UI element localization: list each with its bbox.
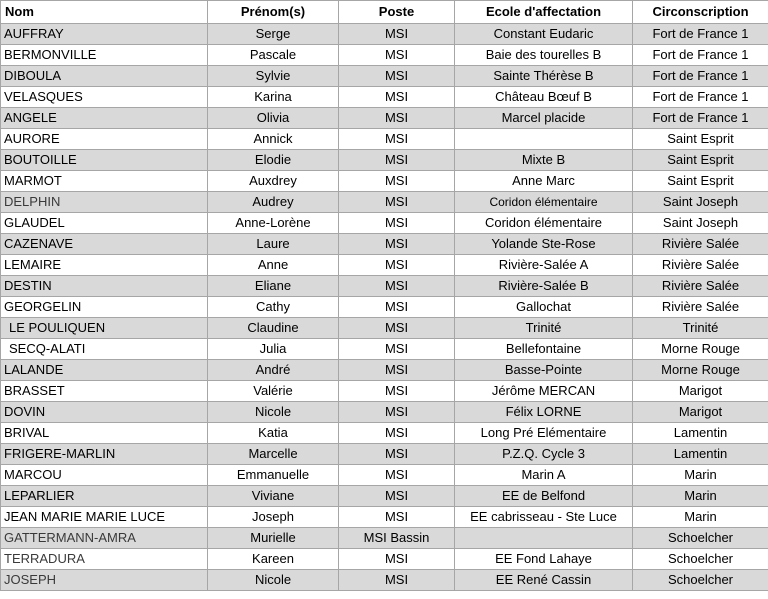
cell-ecole[interactable]: Jérôme MERCAN	[455, 381, 633, 402]
table-row	[1, 66, 768, 87]
cell-ecole[interactable]: Yolande Ste-Rose	[455, 234, 633, 255]
cell-ecole[interactable]	[455, 528, 633, 549]
table-row	[1, 234, 768, 255]
cell-circonscription[interactable]: Rivière Salée	[633, 297, 768, 318]
table-header	[1, 1, 768, 24]
cell-prenom[interactable]: André	[208, 360, 339, 381]
cell-nom[interactable]: LE POULIQUEN	[1, 318, 208, 339]
cell-prenom[interactable]: Joseph	[208, 507, 339, 528]
cell-ecole[interactable]: EE Fond Lahaye	[455, 549, 633, 570]
cell-poste[interactable]: MSI	[339, 171, 455, 192]
table-row	[1, 381, 768, 402]
cell-prenom[interactable]: Viviane	[208, 486, 339, 507]
cell-ecole[interactable]: Marcel placide	[455, 108, 633, 129]
table-row	[1, 213, 768, 234]
header-prenom[interactable]: Prénom(s)	[208, 1, 339, 24]
cell-prenom[interactable]: Marcelle	[208, 444, 339, 465]
cell-nom[interactable]: DESTIN	[1, 276, 208, 297]
cell-poste[interactable]: MSI	[339, 360, 455, 381]
cell-ecole[interactable]: Long Pré Elémentaire	[455, 423, 633, 444]
cell-circonscription[interactable]: Schoelcher	[633, 549, 768, 570]
cell-circonscription[interactable]: Trinité	[633, 318, 768, 339]
cell-prenom[interactable]: Eliane	[208, 276, 339, 297]
cell-poste[interactable]: MSI	[339, 486, 455, 507]
table-row	[1, 276, 768, 297]
cell-ecole[interactable]	[455, 129, 633, 150]
cell-nom[interactable]: AUFFRAY	[1, 24, 208, 45]
cell-prenom[interactable]: Karina	[208, 87, 339, 108]
cell-prenom[interactable]: Audrey	[208, 192, 339, 213]
cell-ecole[interactable]: Baie des tourelles B	[455, 45, 633, 66]
cell-poste[interactable]: MSI Bassin	[339, 528, 455, 549]
cell-ecole[interactable]: Sainte Thérèse B	[455, 66, 633, 87]
cell-ecole[interactable]: Bellefontaine	[455, 339, 633, 360]
cell-ecole[interactable]: P.Z.Q. Cycle 3	[455, 444, 633, 465]
cell-circonscription[interactable]: Marigot	[633, 402, 768, 423]
cell-poste[interactable]: MSI	[339, 213, 455, 234]
cell-circonscription[interactable]: Lamentin	[633, 444, 768, 465]
cell-prenom[interactable]: Julia	[208, 339, 339, 360]
cell-nom[interactable]: GLAUDEL	[1, 213, 208, 234]
header-poste[interactable]: Poste	[339, 1, 455, 24]
table-row	[1, 507, 768, 528]
cell-poste[interactable]: MSI	[339, 339, 455, 360]
table-row	[1, 87, 768, 108]
cell-nom[interactable]: ANGELE	[1, 108, 208, 129]
cell-poste[interactable]: MSI	[339, 444, 455, 465]
cell-circonscription[interactable]: Saint Esprit	[633, 171, 768, 192]
cell-poste[interactable]: MSI	[339, 381, 455, 402]
cell-nom[interactable]: GATTERMANN-AMRA	[1, 528, 208, 549]
cell-circonscription[interactable]: Rivière Salée	[633, 255, 768, 276]
cell-ecole[interactable]: Coridon élémentaire	[455, 192, 633, 213]
cell-nom[interactable]: JOSEPH	[1, 570, 208, 591]
cell-poste[interactable]: MSI	[339, 255, 455, 276]
cell-ecole[interactable]: EE René Cassin	[455, 570, 633, 591]
cell-prenom[interactable]: Elodie	[208, 150, 339, 171]
cell-ecole[interactable]: Trinité	[455, 318, 633, 339]
cell-prenom[interactable]: Pascale	[208, 45, 339, 66]
cell-prenom[interactable]: Anne-Lorène	[208, 213, 339, 234]
cell-poste[interactable]: MSI	[339, 276, 455, 297]
cell-poste[interactable]: MSI	[339, 423, 455, 444]
cell-ecole[interactable]: Gallochat	[455, 297, 633, 318]
table-row	[1, 255, 768, 276]
cell-circonscription[interactable]: Fort de France 1	[633, 87, 768, 108]
header-circonscription[interactable]: Circonscription	[633, 1, 768, 24]
header-row	[1, 1, 768, 24]
cell-poste[interactable]: MSI	[339, 234, 455, 255]
cell-nom[interactable]: SECQ-ALATI	[1, 339, 208, 360]
cell-circonscription[interactable]: Marigot	[633, 381, 768, 402]
cell-circonscription[interactable]: Fort de France 1	[633, 45, 768, 66]
cell-nom[interactable]: TERRADURA	[1, 549, 208, 570]
cell-prenom[interactable]: Olivia	[208, 108, 339, 129]
cell-circonscription[interactable]: Saint Esprit	[633, 150, 768, 171]
table-row	[1, 360, 768, 381]
cell-poste[interactable]: MSI	[339, 318, 455, 339]
cell-ecole[interactable]: EE de Belfond	[455, 486, 633, 507]
table-row	[1, 423, 768, 444]
cell-ecole[interactable]: Mixte B	[455, 150, 633, 171]
cell-prenom[interactable]: Cathy	[208, 297, 339, 318]
cell-poste[interactable]: MSI	[339, 24, 455, 45]
cell-prenom[interactable]: Claudine	[208, 318, 339, 339]
table-row	[1, 129, 768, 150]
table-row	[1, 339, 768, 360]
cell-nom[interactable]: MARCOU	[1, 465, 208, 486]
cell-ecole[interactable]: Marin A	[455, 465, 633, 486]
cell-nom[interactable]: BOUTOILLE	[1, 150, 208, 171]
cell-circonscription[interactable]: Morne Rouge	[633, 339, 768, 360]
cell-nom[interactable]: BRIVAL	[1, 423, 208, 444]
cell-circonscription[interactable]: Rivière Salée	[633, 276, 768, 297]
cell-circonscription[interactable]: Fort de France 1	[633, 66, 768, 87]
cell-circonscription[interactable]: Schoelcher	[633, 570, 768, 591]
cell-circonscription[interactable]: Fort de France 1	[633, 108, 768, 129]
cell-circonscription[interactable]: Marin	[633, 486, 768, 507]
table-row	[1, 528, 768, 549]
cell-poste[interactable]: MSI	[339, 297, 455, 318]
cell-nom[interactable]: LALANDE	[1, 360, 208, 381]
cell-circonscription[interactable]: Morne Rouge	[633, 360, 768, 381]
table-row	[1, 465, 768, 486]
cell-ecole[interactable]: Anne Marc	[455, 171, 633, 192]
table-body	[1, 24, 768, 591]
cell-ecole[interactable]: EE cabrisseau - Ste Luce	[455, 507, 633, 528]
cell-circonscription[interactable]: Marin	[633, 507, 768, 528]
cell-poste[interactable]: MSI	[339, 150, 455, 171]
cell-circonscription[interactable]: Lamentin	[633, 423, 768, 444]
cell-poste[interactable]: MSI	[339, 549, 455, 570]
cell-prenom[interactable]: Nicole	[208, 402, 339, 423]
table-row	[1, 108, 768, 129]
cell-prenom[interactable]: Murielle	[208, 528, 339, 549]
cell-poste[interactable]: MSI	[339, 507, 455, 528]
cell-poste[interactable]: MSI	[339, 465, 455, 486]
cell-circonscription[interactable]: Saint Joseph	[633, 213, 768, 234]
cell-prenom[interactable]: Kareen	[208, 549, 339, 570]
cell-ecole[interactable]: Constant Eudaric	[455, 24, 633, 45]
cell-prenom[interactable]: Auxdrey	[208, 171, 339, 192]
cell-prenom[interactable]: Sylvie	[208, 66, 339, 87]
cell-nom[interactable]: BERMONVILLE	[1, 45, 208, 66]
cell-nom[interactable]: DIBOULA	[1, 66, 208, 87]
cell-circonscription[interactable]: Saint Esprit	[633, 129, 768, 150]
cell-nom[interactable]: JEAN MARIE MARIE LUCE	[1, 507, 208, 528]
cell-prenom[interactable]: Valérie	[208, 381, 339, 402]
cell-nom[interactable]: BRASSET	[1, 381, 208, 402]
table-row	[1, 318, 768, 339]
cell-prenom[interactable]: Serge	[208, 24, 339, 45]
cell-nom[interactable]: DELPHIN	[1, 192, 208, 213]
table-row	[1, 45, 768, 66]
cell-prenom[interactable]: Emmanuelle	[208, 465, 339, 486]
cell-nom[interactable]: CAZENAVE	[1, 234, 208, 255]
cell-nom[interactable]: FRIGERE-MARLIN	[1, 444, 208, 465]
cell-poste[interactable]: MSI	[339, 45, 455, 66]
cell-poste[interactable]: MSI	[339, 129, 455, 150]
cell-nom[interactable]: LEMAIRE	[1, 255, 208, 276]
table-row	[1, 171, 768, 192]
cell-poste[interactable]: MSI	[339, 108, 455, 129]
cell-ecole[interactable]: Félix LORNE	[455, 402, 633, 423]
cell-nom[interactable]: GEORGELIN	[1, 297, 208, 318]
table-row	[1, 297, 768, 318]
cell-poste[interactable]: MSI	[339, 87, 455, 108]
cell-poste[interactable]: MSI	[339, 192, 455, 213]
table-row	[1, 444, 768, 465]
cell-ecole[interactable]: Rivière-Salée B	[455, 276, 633, 297]
cell-prenom[interactable]: Laure	[208, 234, 339, 255]
header-nom[interactable]: Nom	[1, 1, 208, 24]
cell-nom[interactable]: MARMOT	[1, 171, 208, 192]
cell-poste[interactable]: MSI	[339, 570, 455, 591]
cell-circonscription[interactable]: Rivière Salée	[633, 234, 768, 255]
cell-prenom[interactable]: Katia	[208, 423, 339, 444]
table-row	[1, 486, 768, 507]
table-row	[1, 24, 768, 45]
cell-ecole[interactable]: Château Bœuf B	[455, 87, 633, 108]
cell-circonscription[interactable]: Marin	[633, 465, 768, 486]
cell-prenom[interactable]: Nicole	[208, 570, 339, 591]
cell-ecole[interactable]: Basse-Pointe	[455, 360, 633, 381]
cell-nom[interactable]: VELASQUES	[1, 87, 208, 108]
table-row	[1, 570, 768, 591]
cell-circonscription[interactable]: Saint Joseph	[633, 192, 768, 213]
table-row	[1, 192, 768, 213]
cell-ecole[interactable]: Coridon élémentaire	[455, 213, 633, 234]
header-ecole[interactable]: Ecole d'affectation	[455, 1, 633, 24]
cell-nom[interactable]: DOVIN	[1, 402, 208, 423]
cell-circonscription[interactable]: Fort de France 1	[633, 24, 768, 45]
cell-ecole[interactable]: Rivière-Salée A	[455, 255, 633, 276]
cell-nom[interactable]: LEPARLIER	[1, 486, 208, 507]
table-row	[1, 150, 768, 171]
cell-prenom[interactable]: Annick	[208, 129, 339, 150]
cell-prenom[interactable]: Anne	[208, 255, 339, 276]
table-row	[1, 402, 768, 423]
cell-poste[interactable]: MSI	[339, 402, 455, 423]
cell-poste[interactable]: MSI	[339, 66, 455, 87]
cell-nom[interactable]: AURORE	[1, 129, 208, 150]
table-row	[1, 549, 768, 570]
cell-circonscription[interactable]: Schoelcher	[633, 528, 768, 549]
